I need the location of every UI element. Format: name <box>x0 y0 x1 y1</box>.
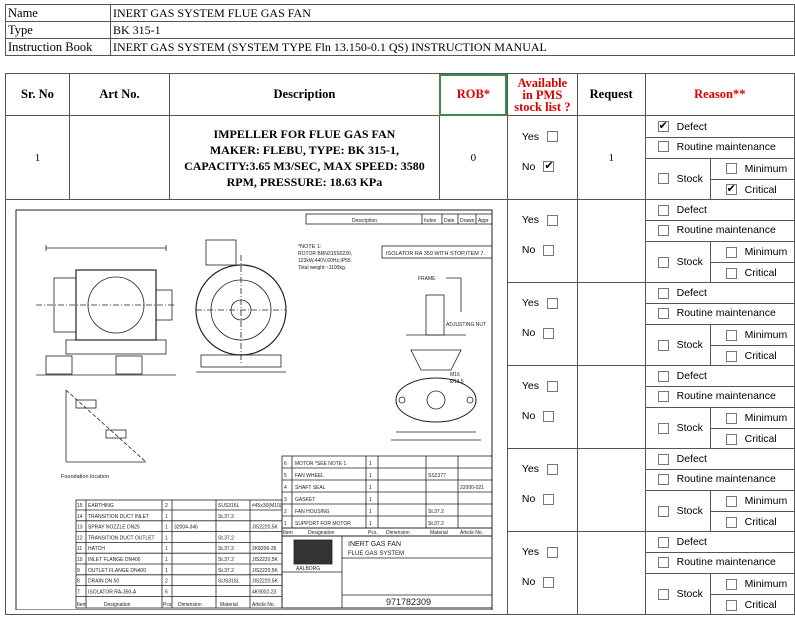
no-label: No <box>521 493 536 505</box>
parts-cell-name: OUTLET FLANGE DN400 <box>88 567 146 574</box>
type-label: Type <box>6 22 111 39</box>
row3-request[interactable] <box>577 283 645 366</box>
stock-label: Stock <box>676 172 703 185</box>
minimum-checkbox[interactable] <box>726 163 737 174</box>
routine-checkbox[interactable] <box>658 141 669 152</box>
parts-cell-mat: St.37.2 <box>218 513 234 520</box>
no-checkbox[interactable] <box>543 577 554 588</box>
parts-cell-name: FAN WHEEL <box>295 473 324 479</box>
note-line-2: 123kW,440V,60Hz,IP55 <box>298 258 351 264</box>
parts-cell-name: TRANSITION DUCT OUTLET <box>88 535 155 542</box>
stock-checkbox[interactable] <box>658 589 669 600</box>
stock-label: Stock <box>676 339 703 351</box>
parts-cell-mat: St.37.2 <box>428 521 444 527</box>
row4-available <box>507 366 577 449</box>
minimum-checkbox[interactable] <box>726 579 737 590</box>
yes-checkbox[interactable] <box>547 298 558 309</box>
col-description: Description <box>169 74 439 116</box>
minimum-checkbox[interactable] <box>726 330 737 341</box>
parts-cell-item: 9 <box>77 567 80 574</box>
col-reason: Reason** <box>645 74 794 116</box>
row6-reason <box>645 532 794 615</box>
parts-cell-pcs: 1 <box>165 535 168 542</box>
parts-cell-pcs: 1 <box>165 567 168 574</box>
desc-line-3: CAPACITY:3.65 M3/SEC, MAX SPEED: 3580 <box>184 158 425 173</box>
parts-cell-name: SPRAY NOZZLE DN25 <box>88 524 140 531</box>
col-available <box>507 74 577 116</box>
parts-cell-pcs: 1 <box>165 513 168 520</box>
lower-col-pcs: Pcs. <box>163 602 173 608</box>
row2-available <box>507 200 577 283</box>
lower-col-designation: Designation <box>104 602 131 608</box>
parts-cell-name: INLET FLANGE DN400 <box>88 557 141 563</box>
parts-cell-item: 3 <box>284 497 287 503</box>
parts-cell-item: 12 <box>77 535 83 542</box>
yes-checkbox[interactable] <box>547 131 558 142</box>
m16-label: M16 <box>450 372 460 378</box>
defect-label: Defect <box>676 204 707 216</box>
routine-label: Routine maintenance <box>676 224 776 236</box>
parts-cell-pcs: 2 <box>165 503 168 509</box>
defect-label: Defect <box>676 120 707 133</box>
row3-reason <box>645 283 794 366</box>
row1-request[interactable]: 1 <box>577 116 645 200</box>
no-checkbox[interactable] <box>543 411 554 422</box>
row2-reason <box>645 200 794 283</box>
parts-cell-art: JIS2220,5K <box>252 578 278 585</box>
drawing-cell <box>6 200 508 615</box>
parts-cell-pcs: 2 <box>165 578 168 585</box>
yes-label: Yes <box>521 297 540 309</box>
title-block-line-1: INERT GAS FAN <box>348 541 402 548</box>
parts-cell-mat: St.37.2 <box>218 557 234 563</box>
isolator-detail <box>382 246 492 440</box>
row3-available <box>507 283 577 366</box>
critical-checkbox[interactable] <box>726 268 737 279</box>
parts-cell-item: 15 <box>77 503 83 509</box>
routine-label: Routine maintenance <box>676 390 776 402</box>
row5-request[interactable] <box>577 449 645 532</box>
parts-cell-mat: SUS316L <box>218 503 240 509</box>
no-checkbox[interactable] <box>543 161 554 172</box>
row4-reason <box>645 366 794 449</box>
rev-index: Index <box>424 218 437 224</box>
note-title: *NOTE 1: <box>298 244 322 250</box>
available-line-1: Available <box>517 75 568 90</box>
type-value: BK 315-1 <box>111 22 795 39</box>
routine-checkbox[interactable] <box>658 557 669 568</box>
rev-drawn: Drawn <box>460 218 475 224</box>
title-block <box>282 536 492 608</box>
parts-cell-art: JIS2220,5K <box>252 557 278 563</box>
minimum-label: Minimum <box>744 329 788 341</box>
parts-cell-item: 13 <box>77 524 83 531</box>
row2-request[interactable] <box>577 200 645 283</box>
parts-cell-pcs: 1 <box>165 524 168 531</box>
parts-cell-item: 7 <box>77 589 80 596</box>
parts-cell-mat: SUS316L <box>218 578 240 585</box>
critical-label: Critical <box>744 183 777 196</box>
no-checkbox[interactable] <box>543 328 554 339</box>
yes-checkbox[interactable] <box>547 464 558 475</box>
parts-cell-art: #45x30(M10) <box>252 503 282 509</box>
yes-label: Yes <box>521 214 540 226</box>
defect-checkbox[interactable] <box>658 121 669 132</box>
parts-cell-art: 2K8206-35 <box>252 546 277 553</box>
rev-date: Date <box>444 218 455 224</box>
stock-checkbox[interactable] <box>658 257 669 268</box>
routine-checkbox[interactable] <box>658 225 669 236</box>
parts-cell-name: MOTOR *SEE NOTE 1 <box>295 461 347 467</box>
parts-cell-pcs: 1 <box>369 521 372 527</box>
row6-available <box>507 532 577 615</box>
routine-label: Routine maintenance <box>676 307 776 319</box>
desc-line-2: MAKER: FLEBU, TYPE: BK 315-1, <box>209 142 399 157</box>
parts-cell-name: GASKET <box>295 497 316 503</box>
no-checkbox[interactable] <box>543 494 554 505</box>
defect-checkbox[interactable] <box>658 371 669 382</box>
parts-cell-item: 11 <box>77 546 83 553</box>
defect-checkbox[interactable] <box>658 454 669 465</box>
yes-checkbox[interactable] <box>547 547 558 558</box>
parts-cell-dim: 32004-346 <box>174 524 198 531</box>
engineering-drawing <box>6 200 494 610</box>
fan-side-view <box>36 245 176 375</box>
upper-col-dimension: Dimension <box>386 530 410 536</box>
lower-col-item: Item <box>77 602 87 608</box>
foundation-label: Foundation location <box>61 474 110 480</box>
row6-request[interactable] <box>577 532 645 615</box>
critical-checkbox[interactable] <box>726 434 737 445</box>
name-value: INERT GAS SYSTEM FLUE GAS FAN <box>111 5 795 22</box>
isolator-title: ISOLATOR RA 350 WITH STOP,ITEM 7. <box>386 251 485 257</box>
parts-cell-name: HATCH <box>88 546 105 553</box>
critical-checkbox[interactable] <box>726 184 737 195</box>
parts-cell-name: ISOLATOR RA-350-A <box>88 589 137 596</box>
critical-label: Critical <box>744 433 777 445</box>
parts-cell-pcs: 1 <box>369 497 372 503</box>
upper-parts-list <box>282 456 492 536</box>
minimum-label: Minimum <box>744 495 788 507</box>
yes-label: Yes <box>521 380 540 392</box>
yes-label: Yes <box>521 546 540 558</box>
available-line-3: stock list ? <box>514 99 571 114</box>
parts-cell-item: 10 <box>77 557 83 563</box>
yes-label: Yes <box>521 130 540 143</box>
parts-cell-mat: St.37.2 <box>218 567 234 574</box>
parts-cell-pcs: 1 <box>369 485 372 491</box>
lower-parts-list <box>76 500 282 608</box>
row1-art[interactable] <box>69 116 169 200</box>
parts-cell-item: 1 <box>284 521 287 527</box>
parts-table <box>5 73 795 615</box>
col-request: Request <box>577 74 645 116</box>
routine-label: Routine maintenance <box>676 473 776 485</box>
parts-cell-pcs: 1 <box>165 546 168 553</box>
rev-description: Description <box>352 218 378 224</box>
instruction-book-label: Instruction Book <box>6 39 111 56</box>
row1-description <box>169 116 439 200</box>
parts-cell-item: 14 <box>77 513 83 520</box>
stock-checkbox[interactable] <box>658 340 669 351</box>
header-table <box>5 4 795 56</box>
minimum-checkbox[interactable] <box>726 247 737 258</box>
defect-label: Defect <box>676 370 707 382</box>
available-line-2: in PMS <box>522 87 563 102</box>
critical-checkbox[interactable] <box>726 600 737 611</box>
parts-cell-pcs: 1 <box>165 557 168 563</box>
parts-cell-pcs: 1 <box>369 509 372 515</box>
parts-cell-pcs: 1 <box>369 473 372 479</box>
upper-col-article: Article No. <box>460 530 484 536</box>
parts-cell-art: 4K9002-23 <box>252 589 277 596</box>
no-checkbox[interactable] <box>543 245 554 256</box>
routine-checkbox[interactable] <box>658 474 669 485</box>
col-sr-no: Sr. No <box>6 74 70 116</box>
parts-cell-item: 6 <box>284 461 287 467</box>
fan-drawing-svg <box>6 200 494 610</box>
parts-cell-name: SUPPORT FOR MOTOR <box>295 521 351 527</box>
upper-col-item: Item <box>283 530 293 536</box>
note-line-1: ROTOR BRN315S0230, <box>298 251 353 257</box>
stock-label: Stock <box>676 588 703 600</box>
upper-col-pcs: Pcs. <box>368 530 378 536</box>
critical-label: Critical <box>744 599 777 611</box>
minimum-label: Minimum <box>744 162 788 175</box>
routine-label: Routine maintenance <box>676 556 776 568</box>
row1-reason <box>645 116 794 200</box>
col-rob: ROB* <box>439 74 507 116</box>
routine-checkbox[interactable] <box>658 391 669 402</box>
defect-checkbox[interactable] <box>658 205 669 216</box>
defect-label: Defect <box>676 536 707 548</box>
col-art-no: Art No. <box>69 74 169 116</box>
minimum-checkbox[interactable] <box>726 413 737 424</box>
defect-label: Defect <box>676 287 707 299</box>
adjusting-nut-label: ADJUSTING NUT <box>446 322 486 328</box>
parts-cell-mat: St.37.2 <box>218 535 234 542</box>
fan-front-view <box>196 240 286 372</box>
yes-checkbox[interactable] <box>547 215 558 226</box>
routine-label: Routine maintenance <box>676 140 776 153</box>
row1-rob[interactable]: 0 <box>439 116 507 200</box>
stock-label: Stock <box>676 505 703 517</box>
parts-cell-art: JIS2220,5K <box>252 567 278 574</box>
row1-sr: 1 <box>6 116 70 200</box>
stock-label: Stock <box>676 422 703 434</box>
critical-checkbox[interactable] <box>726 351 737 362</box>
upper-col-designation: Designation <box>308 530 335 536</box>
no-label: No <box>521 160 536 173</box>
parts-cell-art: 22000-021 <box>460 485 484 491</box>
note-line-3: Total weight:~1100kg. <box>298 265 347 271</box>
defect-checkbox[interactable] <box>658 537 669 548</box>
row1-available <box>507 116 577 200</box>
lower-col-article: Article No. <box>252 602 276 608</box>
lower-col-material: Material <box>220 602 238 608</box>
critical-label: Critical <box>744 516 777 528</box>
frame-label: FRAME <box>418 276 436 282</box>
no-label: No <box>521 244 536 256</box>
parts-cell-name: EARTHING <box>88 503 114 509</box>
parts-cell-mat: St.37.2 <box>428 509 444 515</box>
stock-checkbox[interactable] <box>658 506 669 517</box>
foundation-view <box>61 390 146 480</box>
desc-line-1: IMPELLER FOR FLUE GAS FAN <box>213 126 396 141</box>
desc-line-4: RPM, PRESSURE: 18.63 KPa <box>226 174 383 189</box>
lower-col-dimension: Dimension <box>178 602 202 608</box>
parts-cell-pcs: 6 <box>165 589 168 596</box>
instruction-book-value: INERT GAS SYSTEM (SYSTEM TYPE Fln 13.150-0.1 QS) INSTRUCTION MANUAL <box>111 39 795 56</box>
stock-label: Stock <box>676 256 703 268</box>
parts-cell-name: DRAIN DN 50 <box>88 578 120 585</box>
parts-cell-item: 2 <box>284 509 287 515</box>
critical-label: Critical <box>744 267 777 279</box>
rev-appr: Appr <box>478 218 489 224</box>
minimum-label: Minimum <box>744 412 788 424</box>
parts-cell-art: JIS2220,5K <box>252 524 278 531</box>
parts-cell-name: TRANSITION DUCT INLET <box>88 513 150 520</box>
upper-col-material: Material <box>430 530 448 536</box>
stock-checkbox[interactable] <box>658 173 669 184</box>
phi-label: Ø13.5 <box>450 379 464 385</box>
critical-label: Critical <box>744 350 777 362</box>
minimum-label: Minimum <box>744 246 788 258</box>
parts-cell-name: FAN HOUSING <box>295 509 330 515</box>
name-label: Name <box>6 5 111 22</box>
no-label: No <box>521 327 536 339</box>
stock-checkbox[interactable] <box>658 423 669 434</box>
parts-cell-item: 8 <box>77 578 80 585</box>
parts-cell-mat: SS2377 <box>428 473 446 479</box>
row5-available <box>507 449 577 532</box>
yes-label: Yes <box>521 463 540 475</box>
no-label: No <box>521 576 536 588</box>
drawing-number: 971782309 <box>386 597 432 607</box>
yes-checkbox[interactable] <box>547 381 558 392</box>
row5-reason <box>645 449 794 532</box>
parts-cell-pcs: 1 <box>369 461 372 467</box>
defect-checkbox[interactable] <box>658 288 669 299</box>
critical-checkbox[interactable] <box>726 517 737 528</box>
parts-cell-item: 5 <box>284 473 287 479</box>
no-label: No <box>521 410 536 422</box>
parts-cell-name: SHAFT SEAL <box>295 485 326 491</box>
routine-checkbox[interactable] <box>658 308 669 319</box>
defect-label: Defect <box>676 453 707 465</box>
company-name: AALBORG <box>296 566 321 572</box>
row4-request[interactable] <box>577 366 645 449</box>
title-block-line-2: FLUE GAS SYSTEM <box>348 551 405 557</box>
parts-cell-mat: St.37.2 <box>218 546 234 553</box>
parts-cell-item: 4 <box>284 485 287 491</box>
minimum-checkbox[interactable] <box>726 496 737 507</box>
minimum-label: Minimum <box>744 578 788 590</box>
